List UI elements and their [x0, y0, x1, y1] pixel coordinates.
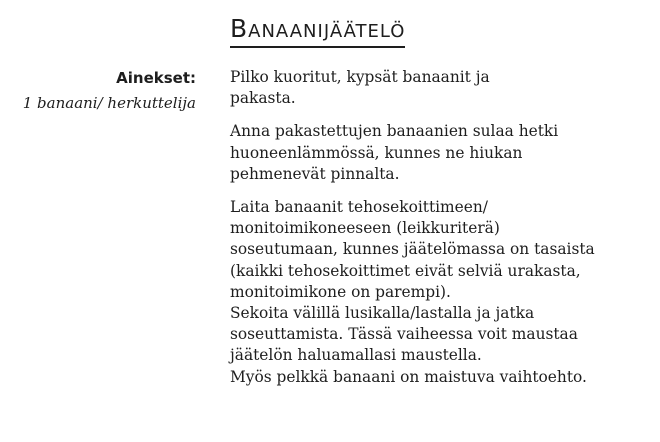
ingredients-heading: Ainekset:: [116, 69, 196, 87]
instructions: [230, 67, 655, 400]
instruction-line: Myös pelkkä banaani on maistuva vaihtoehto.: [230, 367, 587, 386]
instruction-line: jäätelön haluamallasi maustella.: [230, 346, 482, 365]
instruction-step: [230, 197, 655, 388]
instruction-step: [230, 67, 655, 109]
instruction-line: pehmenevät pinnalta.: [230, 164, 400, 183]
instruction-line: monitoimikone on parempi).: [230, 282, 451, 301]
ingredients-section: [23, 67, 196, 114]
instruction-line: monitoimikoneeseen (leikkuriterä): [230, 219, 500, 238]
ingredients-amount: 1 banaani/ herkuttelija: [22, 94, 196, 112]
instruction-line: Sekoita välillä lusikalla/lastalla ja jatka: [230, 304, 535, 323]
instruction-step: [230, 121, 655, 185]
instruction-line: (kaikki tehosekoittimet eivät selviä urakasta,: [230, 261, 581, 280]
instruction-line: Anna pakastettujen banaanien sulaa hetki: [230, 122, 559, 141]
instruction-line: huoneenlämmössä, kunnes ne hiukan: [230, 143, 523, 162]
instruction-line: pakasta.: [230, 89, 296, 108]
recipe-title: Banaanijäätelö: [230, 14, 405, 48]
instruction-line: soseuttamista. Tässä vaiheessa voit maustaa: [230, 325, 578, 344]
instruction-line: Pilko kuoritut, kypsät banaanit ja: [230, 68, 490, 86]
instruction-line: soseutumaan, kunnes jäätelömassa on tasaista: [230, 240, 595, 259]
instruction-line: Laita banaanit tehosekoittimeen/: [230, 198, 488, 217]
